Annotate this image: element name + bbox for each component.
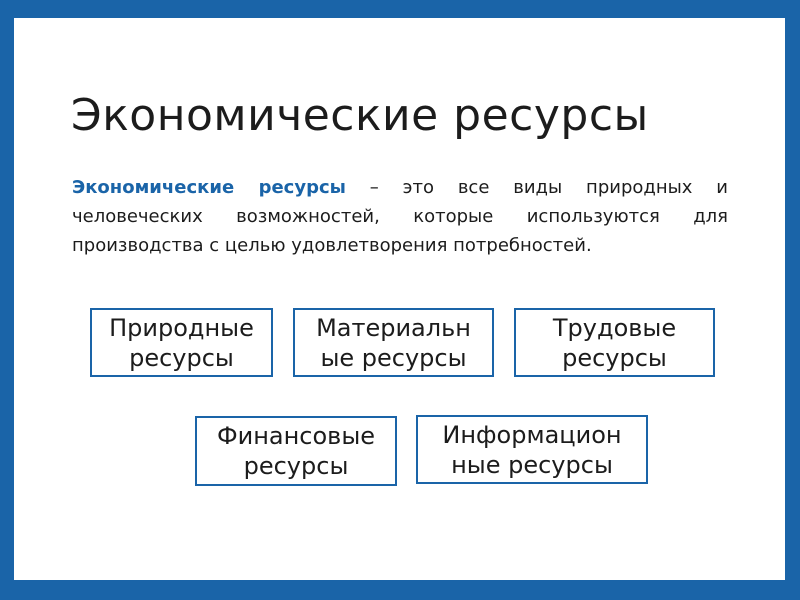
resource-box-information [416,415,648,484]
resource-box-material [293,308,494,377]
resource-box-labor [514,308,715,377]
resource-label-line2: ресурсы [243,452,349,480]
resource-box-natural [90,308,273,377]
definition-term: Экономические ресурсы [72,177,346,198]
resource-label [442,420,621,480]
definition-dash: – [345,177,403,198]
definition-paragraph [72,173,728,260]
resource-label-line2: ные ресурсы [451,450,613,479]
resource-label-line1: Материальн [316,313,471,342]
resource-label [316,313,471,373]
resource-label [553,313,676,373]
resource-label-line1: Трудовые [552,313,677,342]
resource-label-line1: Информацион [442,420,622,449]
resource-label-line2: ые ресурсы [320,343,467,372]
resource-label-line1: Природные [109,313,254,342]
resource-label-line2: ресурсы [129,343,234,372]
resource-box-financial [195,416,397,486]
resource-label-line2: ресурсы [562,343,667,372]
resource-label [217,421,375,481]
resource-label-line1: Финансовые [216,422,376,450]
resource-label [109,313,254,373]
slide-title: Экономические ресурсы [71,90,649,141]
slide-content [14,18,785,580]
definition-text: это все виды природных и человеческих возможностей, которые используются для производства с целью удовлетворения потребностей. [72,177,728,256]
